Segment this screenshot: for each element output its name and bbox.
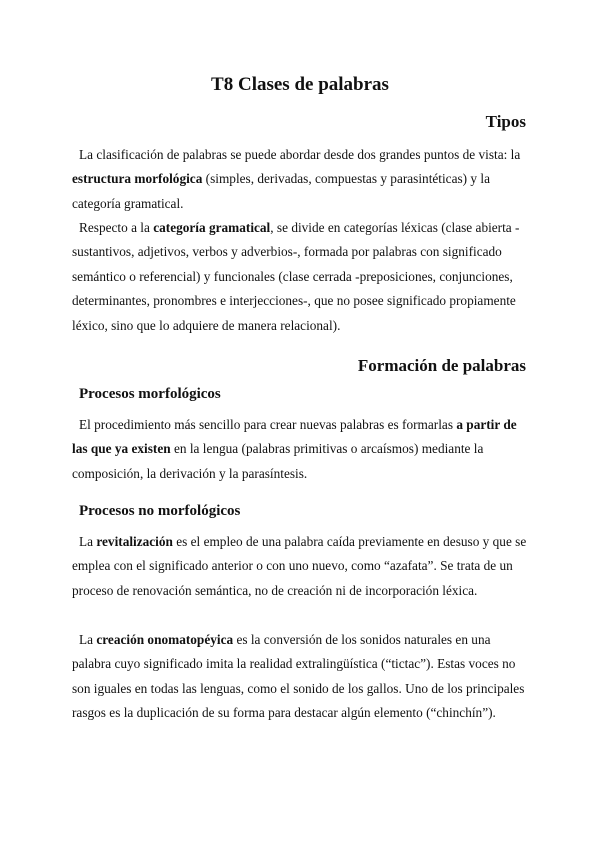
paragraph-no-morfologicos-2: [72, 628, 528, 726]
paragraph-text: Respecto a la: [79, 220, 154, 235]
paragraph-text: La clasificación de palabras se puede abordar desde dos grandes puntos de vista: la: [79, 147, 521, 162]
paragraph-text: es el empleo de una palabra caída previamente en desuso y que se emplea con el significado anterior o con uno nuevo, como “azafata”. Se trata de un proceso de renovación semántica, no de creación ni de incorporación léxica.: [72, 534, 527, 598]
document-title: T8 Clases de palabras: [211, 74, 389, 95]
section-heading-tipos: Tipos: [485, 112, 526, 131]
paragraph-morfologicos-1: [72, 413, 528, 486]
paragraph-text: La: [79, 534, 97, 549]
bold-term-creacion-onomatopeyica: creación onomatopéyica: [96, 632, 234, 647]
bold-term-revitalizacion: revitalización: [96, 534, 173, 549]
paragraph-no-morfologicos-1: [72, 530, 528, 603]
paragraph-text: La: [79, 632, 97, 647]
subheading-procesos-morfologicos: Procesos morfológicos: [79, 386, 221, 402]
paragraph-text: El procedimiento más sencillo para crear nuevas palabras es formarlas: [79, 417, 457, 432]
paragraph-text: (simples, derivadas, compuestas y parasintéticas) y la categoría gramatical.: [72, 171, 490, 211]
paragraph-tipos-1: [72, 143, 528, 216]
bold-term-estructura-morfologica: estructura morfológica: [72, 171, 203, 187]
paragraph-tipos-2: [72, 216, 528, 338]
bold-term-categoria-gramatical: categoría gramatical: [153, 220, 271, 235]
paragraph-text: es la conversión de los sonidos naturales en una palabra cuyo significado imita la realidad extralingüística (“tictac”). Estas voces no son iguales en todas las lenguas, como el sonido de los gallos. Uno de los principales rasgos es la duplicación de su forma para destacar algún elemento (“chinchín”).: [72, 632, 525, 721]
paragraph-text: , se divide en categorías léxicas (clase abierta -sustantivos, adjetivos, verbos y adverbios-, formada por palabras con significado semántico o referencial) y funcionales (clase cerrada -preposiciones, conjunciones, determinantes, pronombres e interjecciones-, que no posee significado propiamente léxico, sino que lo adquiere de manera relacional).: [72, 220, 520, 333]
subheading-procesos-no-morfologicos: Procesos no morfológicos: [79, 503, 241, 519]
bold-term-a-partir: a partir de las que ya existen: [72, 417, 517, 457]
paragraph-text: en la lengua (palabras primitivas o arcaísmos) mediante la composición, la derivación y la parasíntesis.: [72, 441, 484, 481]
section-heading-formacion: Formación de palabras: [357, 356, 526, 375]
